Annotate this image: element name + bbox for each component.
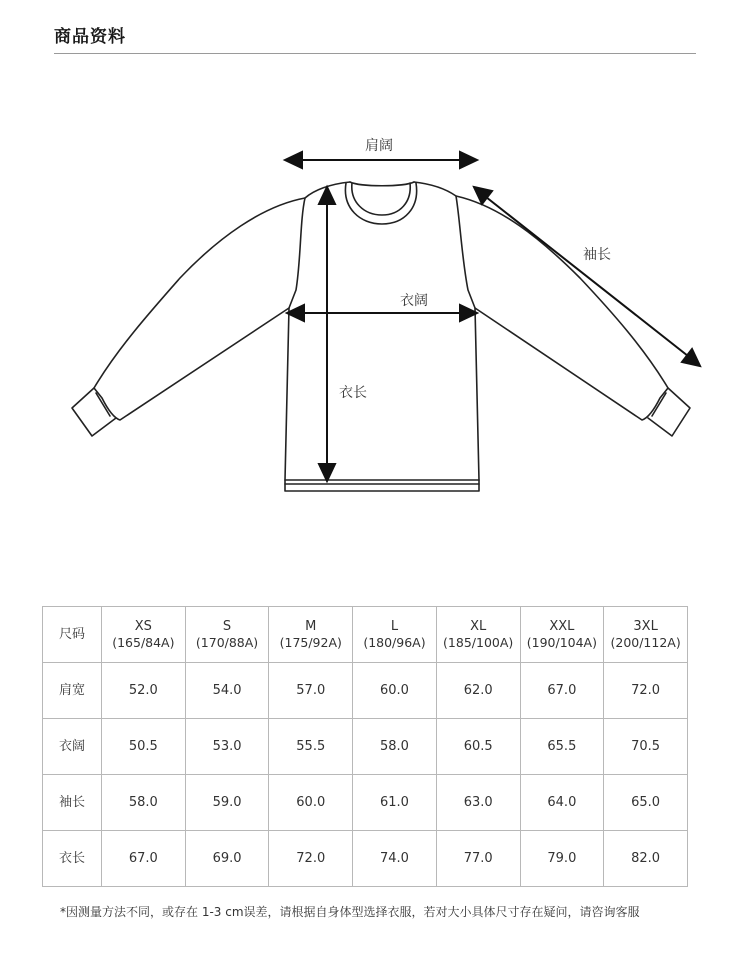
value-cell: 62.0 <box>436 663 520 719</box>
table-row <box>43 719 688 775</box>
value-cell: 70.5 <box>604 719 688 775</box>
value-cell: 65.5 <box>520 719 604 775</box>
table-row <box>43 663 688 719</box>
hem-band <box>285 480 479 491</box>
size-header-cell: S (170/88A) <box>185 607 269 663</box>
value-cell: 82.0 <box>604 831 688 887</box>
value-cell: 60.0 <box>353 663 437 719</box>
value-cell: 58.0 <box>353 719 437 775</box>
value-cell: 53.0 <box>185 719 269 775</box>
chest-label: 衣阔 <box>400 293 428 309</box>
table-row <box>43 775 688 831</box>
value-cell: 72.0 <box>604 663 688 719</box>
right-sleeve <box>456 196 668 420</box>
value-cell: 74.0 <box>353 831 437 887</box>
row-label-cell: 袖长 <box>43 775 102 831</box>
value-cell: 67.0 <box>520 663 604 719</box>
value-cell: 59.0 <box>185 775 269 831</box>
size-table <box>42 606 688 887</box>
value-cell: 50.5 <box>102 719 186 775</box>
table-row <box>43 831 688 887</box>
size-header-cell: M (175/92A) <box>269 607 353 663</box>
value-cell: 60.0 <box>269 775 353 831</box>
value-cell: 58.0 <box>102 775 186 831</box>
section-title: 商品资料 <box>54 27 126 47</box>
length-label: 衣长 <box>339 385 367 401</box>
size-header-cell: L (180/96A) <box>353 607 437 663</box>
size-corner-cell: 尺码 <box>43 607 102 663</box>
measurement-footnote: *因测量方法不同，或存在 1-3 cm误差，请根据自身体型选择衣服，若对大小具体尺寸存在疑问，请咨询客服 <box>60 905 640 919</box>
left-sleeve <box>94 198 305 420</box>
value-cell: 63.0 <box>436 775 520 831</box>
garment-outline <box>285 182 479 480</box>
sleeve-arrow <box>486 197 688 356</box>
row-label-cell: 肩宽 <box>43 663 102 719</box>
value-cell: 52.0 <box>102 663 186 719</box>
value-cell: 79.0 <box>520 831 604 887</box>
collar-inner <box>352 183 410 215</box>
shoulder-label: 肩阔 <box>365 138 393 154</box>
value-cell: 60.5 <box>436 719 520 775</box>
size-header-cell: 3XL (200/112A) <box>604 607 688 663</box>
value-cell: 67.0 <box>102 831 186 887</box>
left-cuff <box>72 388 116 436</box>
size-header-cell: XXL (190/104A) <box>520 607 604 663</box>
value-cell: 55.5 <box>269 719 353 775</box>
value-cell: 57.0 <box>269 663 353 719</box>
row-label-cell: 衣阔 <box>43 719 102 775</box>
value-cell: 77.0 <box>436 831 520 887</box>
row-label-cell: 衣长 <box>43 831 102 887</box>
value-cell: 61.0 <box>353 775 437 831</box>
value-cell: 64.0 <box>520 775 604 831</box>
value-cell: 72.0 <box>269 831 353 887</box>
size-header-row <box>43 607 688 663</box>
sleeve-label: 袖长 <box>583 247 611 263</box>
value-cell: 65.0 <box>604 775 688 831</box>
value-cell: 69.0 <box>185 831 269 887</box>
size-header-cell: XS (165/84A) <box>102 607 186 663</box>
size-header-cell: XL (185/100A) <box>436 607 520 663</box>
value-cell: 54.0 <box>185 663 269 719</box>
